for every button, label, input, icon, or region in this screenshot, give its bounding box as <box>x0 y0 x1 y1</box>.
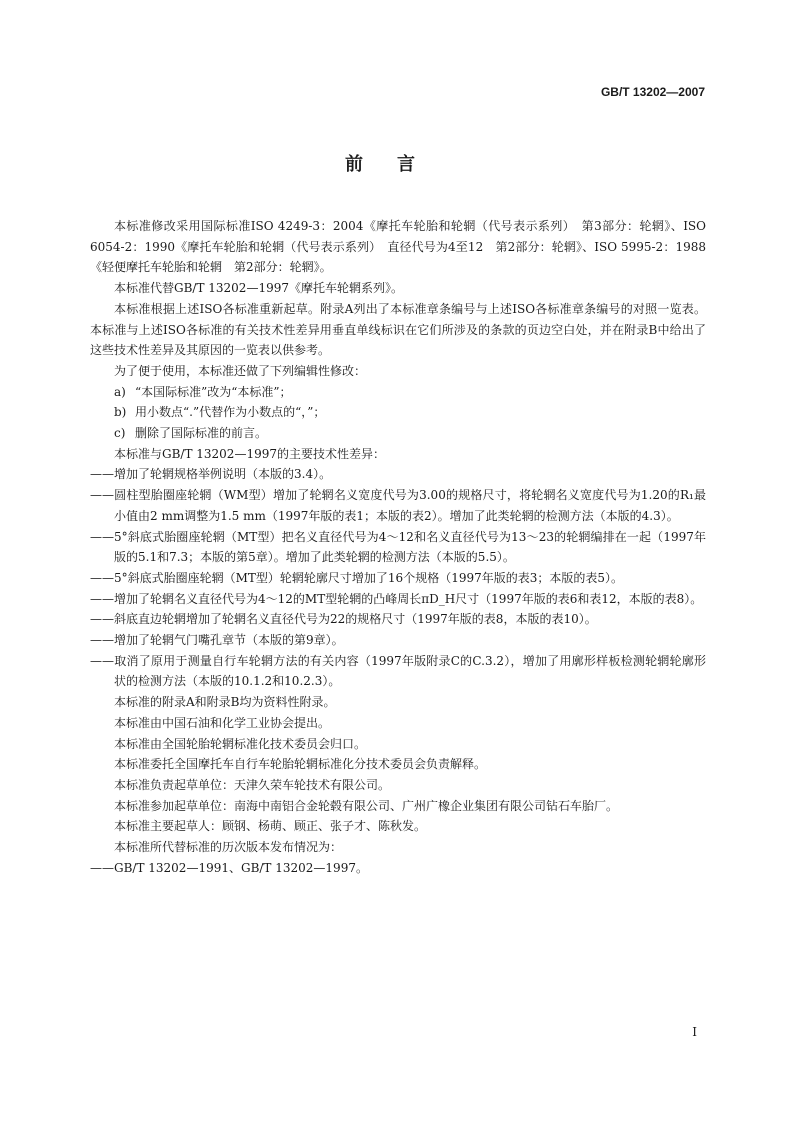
list-text: “本国际标准”改为“本标准”； <box>135 384 292 399</box>
dash-mark: —— <box>90 612 114 627</box>
dash-mark: —— <box>90 591 114 606</box>
list-item <box>90 402 706 423</box>
list-item <box>90 423 706 444</box>
paragraph: 本标准所代替标准的历次版本发布情况为： <box>114 840 343 855</box>
list-item <box>90 589 706 610</box>
list-text: 增加了轮辋名义直径代号为4～12的MT型轮辋的凸峰周长πD_H尺寸（1997年版的表6和表12，本版的表8）。 <box>114 591 703 606</box>
list-label: c) <box>114 426 126 441</box>
paragraph: 本标准修改采用国际标准ISO 4249-3：2004《摩托车轮胎和轮辋（代号表示系列） 第3部分：轮辋》、ISO 6054-2：1990《摩托车轮胎和轮辋（代号表示系列） 直径代号为4至12 第2部分：轮辋》、ISO 5995-2：1988《轻便摩托车轮胎和轮辋 第2部分：轮辋》。 <box>90 219 706 275</box>
list-item <box>90 630 706 651</box>
dash-mark: —— <box>90 860 114 875</box>
document-body <box>90 216 706 879</box>
list-text: 圆柱型胎圈座轮辋（WM型）增加了轮辋名义宽度代号为3.00的规格尺寸，将轮辋名义宽度代号为1.20的R₁最小值由2 mm调整为1.5 mm（1997年版的表1；本版的表2）。增加了此类轮辋的检测方法（本版的4.3）。 <box>114 488 706 523</box>
dash-mark: —— <box>90 570 114 585</box>
list-text: 斜底直边轮辋增加了轮辋名义直径代号为22的规格尺寸（1997年版的表8，本版的表10）。 <box>114 612 597 627</box>
list-text: 增加了轮辋气门嘴孔章节（本版的第9章）。 <box>114 633 344 648</box>
list-item <box>90 464 706 485</box>
list-item <box>90 568 706 589</box>
paragraph: 本标准由中国石油和化学工业协会提出。 <box>114 715 331 730</box>
list-text: 用小数点“.”代替作为小数点的“，”； <box>135 405 326 420</box>
paragraph: 本标准与GB/T 13202—1997的主要技术性差异： <box>114 446 385 461</box>
list-text: 5°斜底式胎圈座轮辋（MT型）轮辋轮廓尺寸增加了16个规格（1997年版的表3；本版的表5）。 <box>114 570 624 585</box>
paragraph: 本标准参加起草单位：南海中南铝合金轮毂有限公司、广州广橡企业集团有限公司钻石车胎厂。 <box>114 798 619 813</box>
paragraph: 本标准负责起草单位：天津久荣车轮技术有限公司。 <box>114 777 391 792</box>
list-text: 增加了轮辋规格举例说明（本版的3.4）。 <box>114 467 332 482</box>
list-label: b) <box>114 405 127 420</box>
dash-mark: —— <box>90 529 114 544</box>
list-item <box>90 858 706 879</box>
paragraph: 本标准的附录A和附录B均为资料性附录。 <box>114 695 336 710</box>
list-item <box>90 382 706 403</box>
list-item <box>90 485 706 526</box>
list-label: a) <box>114 384 126 399</box>
list-item <box>90 609 706 630</box>
list-item <box>90 527 706 568</box>
dash-mark: —— <box>90 653 114 668</box>
standard-number: GB/T 13202—2007 <box>600 85 705 99</box>
dash-mark: —— <box>90 467 114 482</box>
paragraph: 本标准根据上述ISO各标准重新起草。附录A列出了本标准章条编号与上述ISO各标准章条编号的对照一览表。本标准与上述ISO各标准的有关技术性差异用垂直单线标识在它们所涉及的条款的页边空白处，并在附录B中给出了这些技术性差异及其原因的一览表以供参考。 <box>90 301 706 358</box>
page-number: I <box>692 1025 697 1039</box>
dash-mark: —— <box>90 633 114 648</box>
paragraph: 本标准代替GB/T 13202—1997《摩托车轮辋系列》。 <box>114 281 403 296</box>
list-text: 5°斜底式胎圈座轮辋（MT型）把名义直径代号为4～12和名义直径代号为13～23的轮辋编排在一起（1997年版的5.1和7.3；本版的第5章）。增加了此类轮辋的检测方法（本版的5.5）。 <box>114 529 706 565</box>
list-text: 取消了原用于测量自行车轮辋方法的有关内容（1997年版附录C的C.3.2），增加了用廓形样板检测轮辋轮廓形状的检测方法（本版的10.1.2和10.2.3）。 <box>114 653 706 689</box>
list-item <box>90 651 706 692</box>
paragraph: 为了便于使用，本标准还做了下列编辑性修改： <box>114 363 367 378</box>
paragraph: 本标准由全国轮胎轮辋标准化技术委员会归口。 <box>114 736 367 751</box>
page-title: 前言 <box>345 154 449 175</box>
list-text: 删除了国际标准的前言。 <box>135 426 268 441</box>
dash-mark: —— <box>90 488 114 503</box>
history-text: GB/T 13202—1991、GB/T 13202—1997。 <box>114 860 368 875</box>
paragraph: 本标准主要起草人：顾钢、杨萌、顾正、张子才、陈秋发。 <box>114 819 427 834</box>
paragraph: 本标准委托全国摩托车自行车轮胎轮辋标准化分技术委员会负责解释。 <box>114 757 487 772</box>
